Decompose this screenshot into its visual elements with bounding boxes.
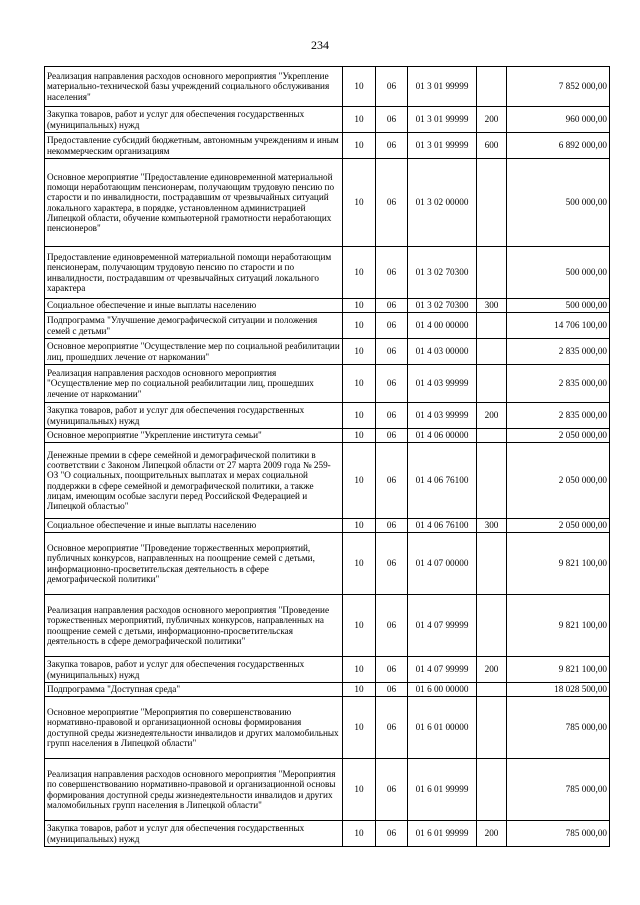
row-amount-cell: 785 000,00 — [507, 759, 610, 821]
row-name-cell: Закупка товаров, работ и услуг для обеспечения государственных (муниципальных) нужд — [45, 403, 343, 429]
row-name-cell: Предоставление субсидий бюджетным, автономным учреждениям и иным некоммерческим организациям — [45, 133, 343, 159]
row-section-cell: 10 — [343, 247, 376, 299]
row-section-cell: 10 — [343, 339, 376, 365]
row-name-cell: Подпрограмма "Доступная среда" — [45, 683, 343, 697]
row-subsection-cell: 06 — [376, 67, 408, 107]
row-expense-type-cell: 600 — [477, 133, 507, 159]
row-amount-cell: 2 050 000,00 — [507, 429, 610, 443]
row-section-cell: 10 — [343, 533, 376, 595]
row-target-article-cell: 01 4 07 00000 — [408, 533, 477, 595]
table-row — [45, 159, 610, 247]
table-row — [45, 657, 610, 683]
table-row — [45, 247, 610, 299]
table-row — [45, 365, 610, 403]
table-row — [45, 683, 610, 697]
row-name-cell: Реализация направления расходов основного мероприятия "Осуществление мер по социальной реабилитации лиц, прошедших лечение от наркомании" — [45, 365, 343, 403]
table-row — [45, 403, 610, 429]
row-subsection-cell: 06 — [376, 339, 408, 365]
row-name-cell: Социальное обеспечение и иные выплаты населению — [45, 299, 343, 313]
row-amount-cell: 2 835 000,00 — [507, 339, 610, 365]
row-target-article-cell: 01 4 03 00000 — [408, 339, 477, 365]
row-name-cell: Предоставление единовременной материальной помощи неработающим пенсионерам, получающим трудовую пенсию по старости и по инвалидности, пострадавшим от чрезвычайных ситуаций локального характера — [45, 247, 343, 299]
row-section-cell: 10 — [343, 133, 376, 159]
row-target-article-cell: 01 3 01 99999 — [408, 107, 477, 133]
row-subsection-cell: 06 — [376, 443, 408, 519]
budget-table — [44, 66, 610, 847]
row-target-article-cell: 01 4 06 76100 — [408, 443, 477, 519]
row-expense-type-cell: 300 — [477, 519, 507, 533]
table-row — [45, 67, 610, 107]
row-subsection-cell: 06 — [376, 533, 408, 595]
table-row — [45, 443, 610, 519]
row-target-article-cell: 01 6 00 00000 — [408, 683, 477, 697]
row-section-cell: 10 — [343, 697, 376, 759]
row-name-cell: Закупка товаров, работ и услуг для обеспечения государственных (муниципальных) нужд — [45, 657, 343, 683]
row-amount-cell: 9 821 100,00 — [507, 595, 610, 657]
row-name-cell: Основное мероприятие "Осуществление мер по социальной реабилитации лиц, прошедших лечение от наркомании" — [45, 339, 343, 365]
row-subsection-cell: 06 — [376, 759, 408, 821]
row-amount-cell: 785 000,00 — [507, 821, 610, 847]
row-target-article-cell: 01 3 01 99999 — [408, 67, 477, 107]
row-name-cell: Подпрограмма "Улучшение демографической ситуации и положения семей с детьми" — [45, 313, 343, 339]
row-amount-cell: 500 000,00 — [507, 247, 610, 299]
row-expense-type-cell — [477, 533, 507, 595]
row-subsection-cell: 06 — [376, 247, 408, 299]
row-amount-cell: 9 821 100,00 — [507, 533, 610, 595]
table-row — [45, 821, 610, 847]
row-expense-type-cell — [477, 595, 507, 657]
row-amount-cell: 960 000,00 — [507, 107, 610, 133]
row-name-cell: Реализация направления расходов основного мероприятия "Проведение торжественных мероприятий, публичных конкурсов, направленных на поощрение семей с детьми, информационно-просветительская деятельность в сфере демографической политики" — [45, 595, 343, 657]
row-amount-cell: 6 892 000,00 — [507, 133, 610, 159]
row-section-cell: 10 — [343, 821, 376, 847]
row-expense-type-cell — [477, 429, 507, 443]
row-expense-type-cell — [477, 247, 507, 299]
row-expense-type-cell: 200 — [477, 403, 507, 429]
table-row — [45, 133, 610, 159]
row-section-cell: 10 — [343, 595, 376, 657]
row-section-cell: 10 — [343, 519, 376, 533]
row-section-cell: 10 — [343, 67, 376, 107]
row-subsection-cell: 06 — [376, 133, 408, 159]
row-subsection-cell: 06 — [376, 683, 408, 697]
row-subsection-cell: 06 — [376, 657, 408, 683]
row-amount-cell: 9 821 100,00 — [507, 657, 610, 683]
row-expense-type-cell — [477, 683, 507, 697]
row-subsection-cell: 06 — [376, 365, 408, 403]
row-subsection-cell: 06 — [376, 313, 408, 339]
row-expense-type-cell — [477, 697, 507, 759]
row-amount-cell: 18 028 500,00 — [507, 683, 610, 697]
table-row — [45, 339, 610, 365]
row-expense-type-cell — [477, 67, 507, 107]
row-section-cell: 10 — [343, 107, 376, 133]
row-section-cell: 10 — [343, 429, 376, 443]
row-section-cell: 10 — [343, 299, 376, 313]
row-name-cell: Основное мероприятие "Укрепление института семьи" — [45, 429, 343, 443]
row-subsection-cell: 06 — [376, 821, 408, 847]
row-section-cell: 10 — [343, 683, 376, 697]
row-section-cell: 10 — [343, 403, 376, 429]
row-name-cell: Денежные премии в сфере семейной и демографической политики в соответствии с Законом Липецкой области от 27 марта 2009 года № 259-ОЗ "О социальных, поощрительных выплатах и мерах социальной поддержки в сфере семейной и демографической политики, а также лицам, имеющим особые заслуги перед Российской Федерацией и Липецкой областью" — [45, 443, 343, 519]
row-expense-type-cell: 200 — [477, 107, 507, 133]
row-section-cell: 10 — [343, 443, 376, 519]
row-amount-cell: 500 000,00 — [507, 299, 610, 313]
row-name-cell: Основное мероприятие "Проведение торжественных мероприятий, публичных конкурсов, направленных на поощрение семей с детьми, информационно-просветительская деятельность в сфере демографической политики" — [45, 533, 343, 595]
row-target-article-cell: 01 3 02 70300 — [408, 299, 477, 313]
row-target-article-cell: 01 3 02 00000 — [408, 159, 477, 247]
row-expense-type-cell — [477, 339, 507, 365]
row-section-cell: 10 — [343, 159, 376, 247]
row-name-cell: Основное мероприятие "Предоставление единовременной материальной помощи неработающим пенсионерам, получающим трудовую пенсию по старости и по инвалидности, пострадавшим от чрезвычайных ситуаций локального характера, в порядке, установленном администрацией Липецкой области, обучение компьютерной грамотности неработающих пенсионеров" — [45, 159, 343, 247]
table-row — [45, 313, 610, 339]
row-amount-cell: 2 835 000,00 — [507, 365, 610, 403]
row-section-cell: 10 — [343, 313, 376, 339]
row-subsection-cell: 06 — [376, 595, 408, 657]
row-target-article-cell: 01 4 00 00000 — [408, 313, 477, 339]
row-name-cell: Основное мероприятие "Мероприятия по совершенствованию нормативно-правовой и организационной основы формирования доступной среды жизнедеятельности инвалидов и других маломобильных групп населения в Липецкой области" — [45, 697, 343, 759]
row-expense-type-cell: 200 — [477, 657, 507, 683]
row-amount-cell: 785 000,00 — [507, 697, 610, 759]
row-expense-type-cell — [477, 313, 507, 339]
row-target-article-cell: 01 6 01 99999 — [408, 821, 477, 847]
row-expense-type-cell: 200 — [477, 821, 507, 847]
row-expense-type-cell: 300 — [477, 299, 507, 313]
table-row — [45, 533, 610, 595]
row-amount-cell: 500 000,00 — [507, 159, 610, 247]
page-number: 234 — [311, 38, 329, 52]
row-amount-cell: 7 852 000,00 — [507, 67, 610, 107]
row-target-article-cell: 01 4 06 00000 — [408, 429, 477, 443]
table-row — [45, 759, 610, 821]
row-name-cell: Закупка товаров, работ и услуг для обеспечения государственных (муниципальных) нужд — [45, 107, 343, 133]
row-target-article-cell: 01 4 07 99999 — [408, 657, 477, 683]
table-row — [45, 595, 610, 657]
row-name-cell: Социальное обеспечение и иные выплаты населению — [45, 519, 343, 533]
row-section-cell: 10 — [343, 759, 376, 821]
row-section-cell: 10 — [343, 365, 376, 403]
row-subsection-cell: 06 — [376, 299, 408, 313]
row-expense-type-cell — [477, 365, 507, 403]
row-subsection-cell: 06 — [376, 107, 408, 133]
row-target-article-cell: 01 6 01 00000 — [408, 697, 477, 759]
table-row — [45, 519, 610, 533]
row-subsection-cell: 06 — [376, 697, 408, 759]
row-subsection-cell: 06 — [376, 519, 408, 533]
row-target-article-cell: 01 4 03 99999 — [408, 403, 477, 429]
row-subsection-cell: 06 — [376, 403, 408, 429]
row-name-cell: Закупка товаров, работ и услуг для обеспечения государственных (муниципальных) нужд — [45, 821, 343, 847]
row-target-article-cell: 01 3 02 70300 — [408, 247, 477, 299]
row-target-article-cell: 01 4 06 76100 — [408, 519, 477, 533]
row-name-cell: Реализация направления расходов основного мероприятия "Укрепление материально-технической базы учреждений социального обслуживания населения" — [45, 67, 343, 107]
row-amount-cell: 2 835 000,00 — [507, 403, 610, 429]
row-amount-cell: 2 050 000,00 — [507, 519, 610, 533]
row-target-article-cell: 01 6 01 99999 — [408, 759, 477, 821]
row-name-cell: Реализация направления расходов основного мероприятия "Мероприятия по совершенствованию нормативно-правовой и организационной основы формирования доступной среды жизнедеятельности инвалидов и других маломобильных групп населения в Липецкой области" — [45, 759, 343, 821]
table-row — [45, 697, 610, 759]
table-row — [45, 299, 610, 313]
row-subsection-cell: 06 — [376, 429, 408, 443]
budget-table-body — [45, 67, 610, 847]
row-expense-type-cell — [477, 443, 507, 519]
row-expense-type-cell — [477, 159, 507, 247]
row-amount-cell: 2 050 000,00 — [507, 443, 610, 519]
row-target-article-cell: 01 3 01 99999 — [408, 133, 477, 159]
table-row — [45, 107, 610, 133]
row-section-cell: 10 — [343, 657, 376, 683]
table-row — [45, 429, 610, 443]
row-expense-type-cell — [477, 759, 507, 821]
row-target-article-cell: 01 4 03 99999 — [408, 365, 477, 403]
row-amount-cell: 14 706 100,00 — [507, 313, 610, 339]
row-subsection-cell: 06 — [376, 159, 408, 247]
row-target-article-cell: 01 4 07 99999 — [408, 595, 477, 657]
